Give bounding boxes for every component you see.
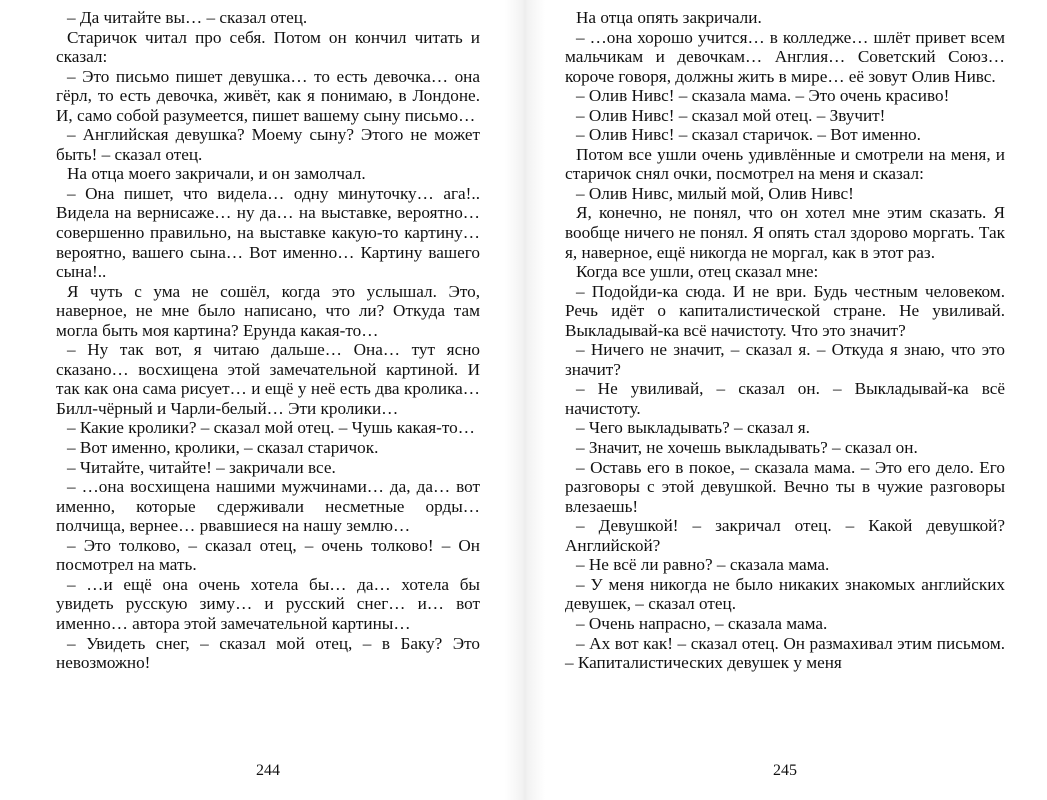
book-gutter xyxy=(505,0,545,800)
paragraph: – Подойди-ка сюда. И не ври. Будь честным человеком. Речь идёт о капиталистической стране. Не увиливай. Выкладывай-ка всё начистоту. Что это значит? xyxy=(565,281,1005,340)
paragraph: Я чуть с ума не сошёл, когда это услышал. Это, наверное, не мне было написано, что ли? Откуда там могла быть моя картина? Ерунда какая-то… xyxy=(56,281,480,340)
paragraph: Я, конечно, не понял, что он хотел мне этим сказать. Я вообще ничего не понял. Я опять стал здорово моргать. Так я, наверное, ещё никогда не моргал, как в этот раз. xyxy=(565,203,1005,262)
paragraph: Когда все ушли, отец сказал мне: xyxy=(576,262,819,282)
left-page-text xyxy=(56,8,480,673)
paragraph: – …она хорошо учится… в колледже… шлёт привет всем мальчикам и девочкам… Англия… Советский Союз… короче говоря, должны жить в мире… её зовут Олив Нивс. xyxy=(565,27,1005,86)
paragraph: На отца моего закричали, и он замолчал. xyxy=(67,164,366,184)
paragraph: – Ну так вот, я читаю дальше… Она… тут ясно сказано… восхищена этой замечательной картиной. И так как она сама рисует… и ещё у неё есть два кролика… Билл-чёрный и Чарли-белый… Эти кролики… xyxy=(56,340,480,418)
paragraph: – Олив Нивс! – сказал мой отец. – Звучит! xyxy=(576,105,886,125)
paragraph: – Значит, не хочешь выкладывать? – сказал он. xyxy=(576,438,918,458)
paragraph: – Оставь его в покое, – сказала мама. – Это его дело. Его разговоры с этой девушкой. Вечно ты в чужие разговоры влезаешь! xyxy=(565,457,1005,516)
right-page-text xyxy=(565,8,1005,673)
paragraph: – Это письмо пишет девушка… то есть девочка… она гёрл, то есть девочка, живёт, как я понимаю, в Лондоне. И, само собой разумеется, пишет вашему сыну письмо… xyxy=(56,66,480,125)
left-page-number: 244 xyxy=(256,762,280,779)
right-page-number: 245 xyxy=(773,762,797,779)
paragraph: – Это толково, – сказал отец, – очень толково! – Он посмотрел на мать. xyxy=(56,535,480,575)
paragraph: – Ничего не значит, – сказал я. – Откуда я знаю, что это значит? xyxy=(565,340,1005,379)
paragraph: – Она пишет, что видела… одну минуточку… ага!.. Видела на вернисаже… ну да… на выставке, вероятно… совершенно правильно, на выставке какую-то картину… вероятно, вашего сына… Вот именно… Картину вашего сына!.. xyxy=(56,183,480,282)
paragraph: – Олив Нивс, милый мой, Олив Нивс! xyxy=(576,183,854,203)
paragraph: – Увидеть снег, – сказал мой отец, – в Баку? Это невозможно! xyxy=(56,633,480,673)
paragraph: – Олив Нивс! – сказал старичок. – Вот именно. xyxy=(576,125,921,145)
paragraph: – Олив Нивс! – сказала мама. – Это очень красиво! xyxy=(576,86,950,106)
paragraph: Потом все ушли очень удивлённые и смотрели на меня, и старичок снял очки, посмотрел на меня и сказал: xyxy=(565,144,1005,184)
paragraph: – Не увиливай, – сказал он. – Выкладывай-ка всё начистоту. xyxy=(565,379,1005,418)
paragraph: Старичок читал про себя. Потом он кончил читать и сказал: xyxy=(56,27,480,67)
paragraph: – Вот именно, кролики, – сказал старичок. xyxy=(67,438,379,458)
paragraph: – Ах вот как! – сказал отец. Он размахивал этим письмом. – Капиталистических девушек у меня xyxy=(565,633,1005,673)
paragraph: – Какие кролики? – сказал мой отец. – Чушь какая-то… xyxy=(67,418,475,438)
paragraph: – Читайте, читайте! – закричали все. xyxy=(67,457,336,477)
paragraph: На отца опять закричали. xyxy=(576,8,762,27)
paragraph: – У меня никогда не было никаких знакомых английских девушек, – сказал отец. xyxy=(565,574,1005,614)
paragraph: – Да читайте вы… – сказал отец. xyxy=(67,8,308,27)
right-page xyxy=(565,8,1005,800)
left-page xyxy=(56,8,480,800)
paragraph: – Девушкой! – закричал отец. – Какой девушкой? Английской? xyxy=(565,516,1005,555)
paragraph: – Английская девушка? Моему сыну? Этого не может быть! – сказал отец. xyxy=(56,125,480,164)
paragraph: – …она восхищена нашими мужчинами… да, да… вот именно, которые сдерживали несметные орды… полчища, вернее… рвавшиеся на нашу землю… xyxy=(56,477,480,536)
paragraph: – Не всё ли равно? – сказала мама. xyxy=(576,555,830,575)
paragraph: – Очень напрасно, – сказала мама. xyxy=(576,613,828,633)
paragraph: – …и ещё она очень хотела бы… да… хотела бы увидеть русскую зиму… и русский снег… и… вот именно… автора этой замечательной картины… xyxy=(56,574,480,633)
paragraph: – Чего выкладывать? – сказал я. xyxy=(576,418,810,438)
